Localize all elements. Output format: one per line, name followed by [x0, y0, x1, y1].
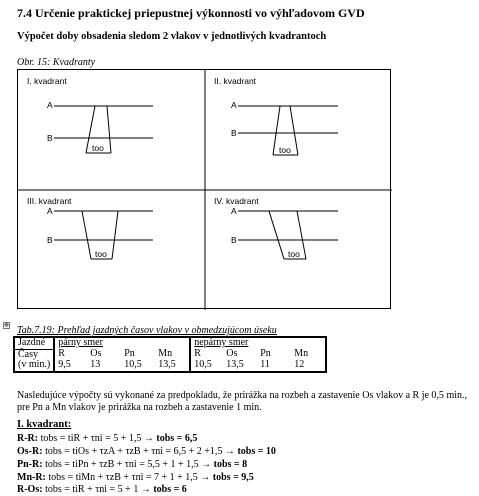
table-cell: 13,5 [226, 359, 244, 370]
formula-line [17, 484, 187, 495]
line-a-label: A [47, 206, 53, 216]
figure-caption: Obr. 15: Kvadranty [17, 57, 96, 68]
table-header-cell: Pn [124, 348, 135, 359]
formula-result: tobs = 8 [213, 459, 248, 470]
even-direction-header: párny smer [54, 337, 190, 349]
table-row [14, 360, 326, 372]
formula-pair: R-Os: [17, 484, 43, 495]
line-a-label: A [47, 100, 53, 110]
quadrant-4 [214, 196, 338, 259]
line-b-label: B [231, 128, 237, 138]
occupancy-time-label: too [92, 143, 104, 153]
table-header-cell: Mn [155, 349, 190, 360]
quadrant-label: I. kvadrant [27, 76, 67, 86]
corner-line-1: Jazdné [14, 337, 54, 349]
subheading: Výpočet doby obsadenia sledom 2 vlakov v jednotlivých kvadrantoch [17, 31, 327, 42]
formula-line [17, 459, 247, 470]
table-header-cell: R [58, 348, 65, 359]
table-cell: 10,5 [194, 359, 212, 370]
line-a-label: A [231, 206, 237, 216]
table-cell: 9,5 [58, 359, 71, 370]
formula-pair: R-R: [17, 433, 39, 444]
assumption-paragraph: Nasledujúce výpočty sú vykonané za predpokladu, že prirážka na rozbeh a zastavenie Os vlakov a R je 0,5 min., pre Pn a Mn vlakov je prirážka na rozbeh a zastavenie 1 min. [17, 390, 467, 413]
table-cell: 12 [294, 359, 305, 370]
formula-line [17, 433, 197, 444]
formula-pair: Pn-R: [17, 459, 43, 470]
table-move-handle-icon[interactable]: ✥ [4, 323, 10, 329]
odd-direction-header: nepárny smer [194, 337, 249, 348]
formula-expression: tobs = tiPn + τzB + τni = 5,5 + 1 + 1,5 → [45, 459, 214, 470]
line-b-label: B [47, 133, 53, 143]
table-cell: 11 [260, 359, 270, 370]
table-header-cell: R [194, 348, 201, 359]
formula-pair: Mn-R: [17, 472, 46, 483]
occupancy-time-label: too [288, 249, 300, 259]
table-header-cell: Pn [260, 348, 271, 359]
quadrant-1 [27, 76, 153, 153]
table-cell: 10,5 [124, 359, 142, 370]
quadrant-label: III. kvadrant [27, 196, 72, 206]
corner-line-2: Časy [14, 349, 54, 360]
corner-line-3: (v min.) [14, 360, 54, 372]
table-header-cell: Os [90, 348, 102, 359]
formula-pair: Os-R: [17, 446, 43, 457]
formula-expression: tobs = tiR + τni = 5 + 1 → [45, 484, 154, 495]
formula-result: tobs = 10 [237, 446, 276, 457]
train-path [82, 211, 91, 259]
train-path [290, 106, 298, 155]
line-b-label: B [231, 235, 237, 245]
formula-expression: tobs = tiOs + τzA + τzB + τni = 6,5 + 2 +1,5 → [45, 446, 238, 457]
formula-line [17, 446, 276, 457]
train-path [112, 211, 118, 259]
table-cell: 13,5 [155, 360, 190, 372]
table-cell: 13 [90, 359, 101, 370]
quadrant-label: II. kvadrant [214, 76, 257, 86]
quadrant-diagram [18, 70, 392, 310]
quadrant-label: IV. kvadrant [214, 196, 259, 206]
train-path [269, 211, 284, 259]
formula-expression: tobs = tiMn + τzB + τni = 7 + 1 + 1,5 → [48, 472, 213, 483]
occupancy-time-label: too [95, 249, 107, 259]
quadrant-figure [17, 69, 391, 309]
page-heading: 7.4 Určenie praktickej priepustnej výkonnosti vo výhľadovom GVD [17, 6, 365, 20]
travel-times-table [13, 336, 327, 373]
formula-result: tobs = 9,5 [212, 472, 254, 483]
formula-expression: tobs = tiR + τni = 5 + 1,5 → [40, 433, 157, 444]
quadrant-3 [27, 196, 153, 259]
line-a-label: A [231, 100, 237, 110]
train-path [107, 106, 111, 153]
formula-line [17, 472, 254, 483]
section-heading: I. kvadrant: [17, 419, 72, 430]
formula-result: tobs = 6 [153, 484, 187, 495]
line-b-label: B [47, 235, 53, 245]
table-caption: Tab.7.19: Prehľad jazdných časov vlakov v obmedzujúcom úseku [17, 325, 277, 336]
table-header-cell: Mn [294, 348, 309, 359]
table-header-cell: Os [226, 348, 238, 359]
quadrant-2 [214, 76, 338, 155]
formula-result: tobs = 6,5 [156, 433, 198, 444]
occupancy-time-label: too [279, 145, 291, 155]
